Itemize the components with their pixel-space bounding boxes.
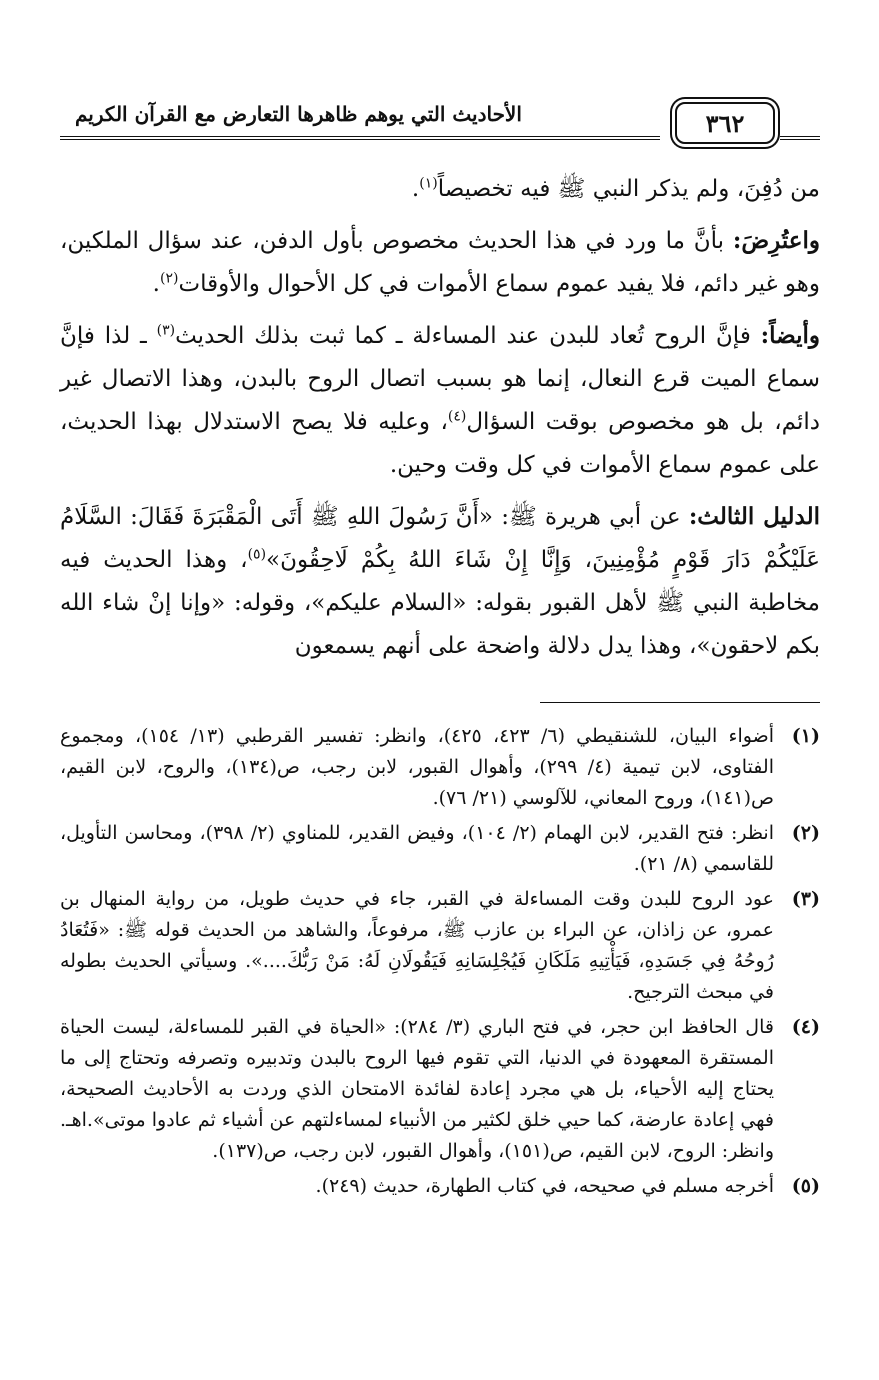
paragraph-text: ، وهذا الحديث فيه مخاطبة النبي ﷺ لأهل القبور بقوله: «السلام عليكم»، وقوله: «وإنا إنْ شاء الله بكم لاحقون»، وهذا يدل دلالة واضحة على أنهم يسمعون: [60, 547, 820, 659]
paragraph: [60, 495, 820, 668]
page-number: ٣٦٢: [675, 102, 775, 144]
footnote: [60, 818, 820, 880]
footnotes: [60, 721, 820, 1202]
footnote-number: (٢): [791, 822, 820, 844]
footnote-marker: (٥): [247, 546, 267, 563]
paragraph: [60, 219, 820, 306]
paragraph-text: ـ لذا فإنَّ سماع الميت قرع النعال، إنما هو بسبب اتصال الروح بالبدن، وهذا الاتصال غير دائم، بل هو مخصوص بوقت السؤال: [60, 323, 820, 435]
footnote-text: عود الروح للبدن وقت المساءلة في القبر، جاء في حديث طويل، من رواية المنهال بن عمرو، عن زاذان، عن البراء بن عازب ﷺ، مرفوعاً، والشاهد من الحديث قوله ﷺ: «فَتُعَادُ رُوحُهُ فِي جَسَدِهِ، فَيَأْتِيهِ مَلَكَانِ فَيُجْلِسَانِهِ فَيَقُولَانِ لَهُ: مَنْ رَبُّكَ....». وسيأتي الحديث بطوله في مبحث الترجيح.: [60, 888, 774, 1003]
paragraph-text: ، وعليه فلا يصح الاستدلال بهذا الحديث، على عموم سماع الأموات في كل وقت وحين.: [60, 409, 820, 478]
footnote-number: (١): [791, 725, 820, 747]
footnote-number: (٣): [791, 888, 820, 910]
paragraph-text: عن أبي هريرة ﷺ: «أَنَّ رَسُولَ اللهِ ﷺ أَتَى الْمَقْبَرَةَ فَقَالَ: السَّلَامُ عَلَيْكُمْ دَارَ قَوْمٍ مُؤْمِنِينَ، وَإِنَّا إِنْ شَاءَ اللهُ بِكُمْ لَاحِقُونَ»: [60, 504, 821, 573]
paragraph: [60, 168, 820, 211]
paragraph-text: بأنَّ ما ورد في هذا الحديث مخصوص بأول الدفن، عند سؤال الملكين، وهو غير دائم، فلا يفيد عموم سماع الأموات في كل الأحوال والأوقات: [60, 228, 820, 297]
footnote-marker: (١): [419, 175, 438, 192]
paragraph-lead: واعتُرِضَ:: [732, 227, 820, 254]
header-rule-right: [780, 136, 820, 140]
footnote: [60, 884, 820, 1008]
footnote-marker: (٣): [156, 322, 176, 339]
main-text: [60, 168, 820, 668]
paragraph: [60, 314, 820, 487]
paragraph-text: فإنَّ الروح تُعاد للبدن عند المساءلة ـ كما ثبت بذلك الحديث: [175, 323, 761, 349]
paragraph-text: من دُفِنَ، ولم يذكر النبي ﷺ فيه تخصيصاً: [437, 176, 820, 202]
footnote-text: أخرجه مسلم في صحيحه، في كتاب الطهارة، حديث (٢٤٩).: [315, 1175, 774, 1197]
footnote-number: (٥): [791, 1175, 820, 1197]
footnote-text: قال الحافظ ابن حجر، في فتح الباري (٣/ ٢٨٤): «الحياة في القبر للمساءلة، ليست الحياة المستقرة المعهودة في الدنيا، التي تقوم فيها الروح بالبدن وتدبيره وتصرفه وتحتاج إلى ما يحتاج إليه الأحياء، بل هي مجرد إعادة لفائدة الامتحان الذي وردت به الأحاديث الصحيحة، فهي إعادة عارضة، كما حيي خلق لكثير من الأنبياء لمساءلتهم عن أشياء ثم عادوا موتى».اهـ. وانظر: الروح، لابن القيم، ص(١٥١)، وأهوال القبور، لابن رجب، ص(١٣٧).: [60, 1016, 774, 1162]
paragraph-lead: الدليل الثالث:: [688, 503, 821, 530]
book-page: [60, 90, 820, 1206]
paragraph-end: .: [411, 176, 420, 202]
page-header: [60, 90, 820, 146]
footnote-marker: (٤): [447, 408, 467, 425]
footnote: [60, 1012, 820, 1167]
paragraph-end: .: [152, 271, 160, 297]
footnote-text: انظر: فتح القدير، لابن الهمام (٢/ ١٠٤)، وفيض القدير، للمناوي (٢/ ٣٩٨)، ومحاسن التأويل، للقاسمي (٨/ ٢١).: [60, 822, 774, 875]
footnote-marker: (٢): [159, 270, 179, 287]
header-rule-left: [60, 136, 660, 140]
footnote-text: أضواء البيان، للشنقيطي (٦/ ٤٢٣، ٤٢٥)، وانظر: تفسير القرطبي (١٣/ ١٥٤)، ومجموع الفتاوى، لابن تيمية (٤/ ٢٩٩)، وأهوال القبور، لابن رجب، ص(١٣٤)، والروح، لابن القيم، ص(١٤١)، وروح المعاني، للآلوسي (٢١/ ٧٦).: [60, 725, 774, 809]
footnote-separator: [540, 702, 820, 703]
footnote: [60, 1171, 820, 1202]
footnote: [60, 721, 820, 814]
paragraph-lead: وأيضاً:: [760, 322, 820, 349]
footnote-number: (٤): [791, 1016, 820, 1038]
running-title: الأحاديث التي يوهم ظاهرها التعارض مع القرآن الكريم: [75, 102, 522, 126]
